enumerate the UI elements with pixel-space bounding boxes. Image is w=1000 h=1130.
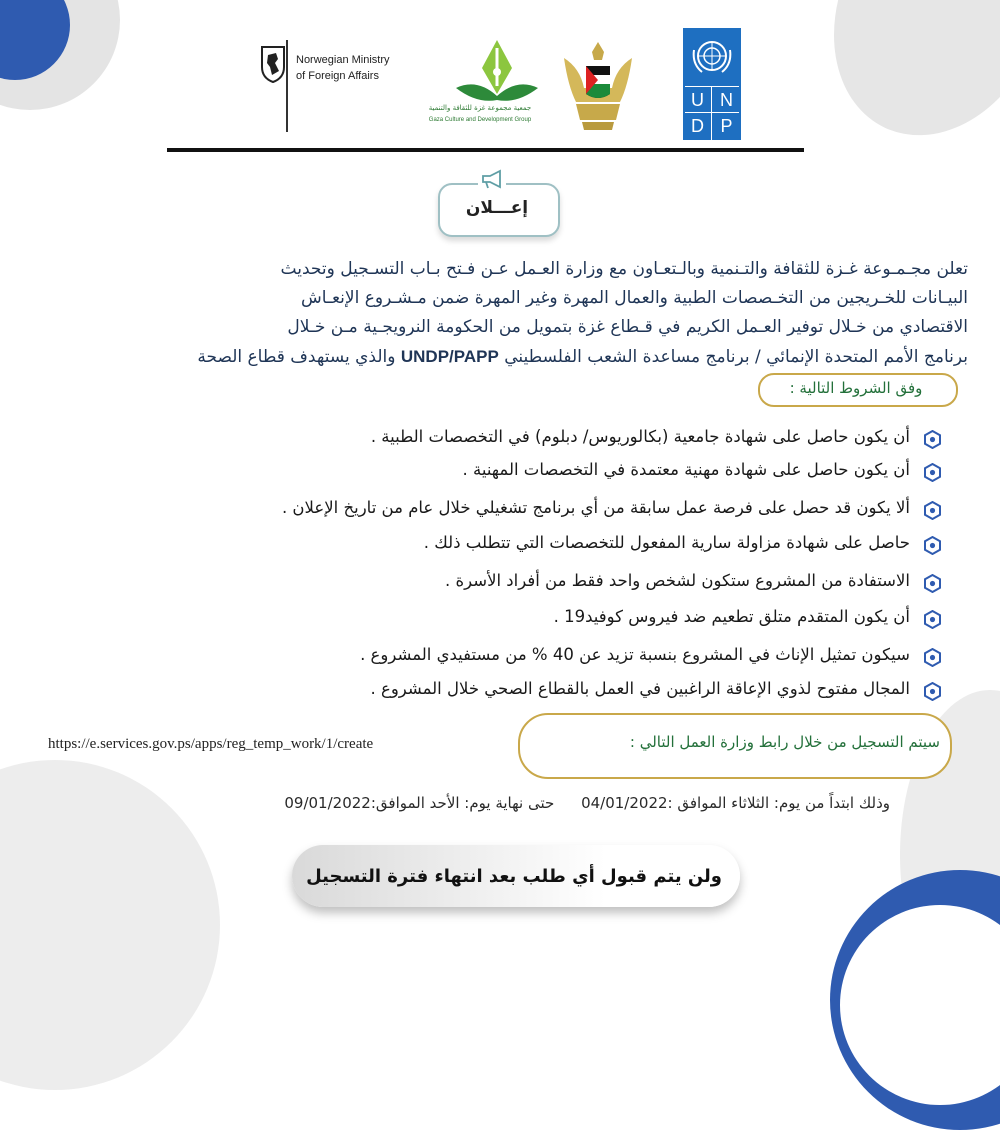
norway-lion-icon — [258, 45, 288, 83]
bullet-icon — [923, 574, 942, 593]
gcdg-pen-leaf-icon — [452, 38, 542, 108]
condition-item: الاستفادة من المشروع ستكون لشخص واحد فقط من أفراد الأسرة . — [445, 571, 910, 590]
gcdg-arabic-name: جمعية مجموعة غزة للثقافة والتنمية — [428, 104, 532, 112]
condition-item: سيكون تمثيل الإناث في المشروع بنسبة تزيد عن 40 % من مستفيدي المشروع . — [360, 645, 910, 664]
undp-letter: U — [691, 90, 704, 110]
condition-item: ألا يكون قد حصل على فرصة عمل سابقة من أي برنامج تشغيلي خلال عام من تاريخ الإعلان . — [281, 498, 910, 517]
palestine-eagle-emblem-icon — [562, 38, 634, 132]
condition-item: حاصل على شهادة مزاولة سارية المفعول للتخصصات التي تتطلب ذلك . — [423, 533, 910, 552]
corner-decoration-top-right — [794, 0, 1000, 170]
megaphone-icon — [478, 168, 506, 190]
undp-logo — [683, 28, 741, 140]
bullet-icon — [923, 648, 942, 667]
bullet-icon — [923, 682, 942, 701]
un-emblem-icon — [692, 36, 732, 76]
gcdg-english-name: Gaza Culture and Development Group — [428, 117, 532, 123]
norway-ministry-logo-text: Norwegian Ministry of Foreign Affairs — [296, 54, 390, 82]
header-divider — [167, 148, 804, 152]
end-date: حتى نهاية يوم: الأحد الموافق:09/01/2022 — [284, 794, 555, 812]
bullet-icon — [923, 430, 942, 449]
registration-link[interactable]: https://e.services.gov.ps/apps/reg_temp_work/1/create — [48, 736, 374, 752]
norway-logo-divider — [286, 40, 288, 132]
bullet-icon — [923, 536, 942, 555]
condition-item: أن يكون المتقدم متلق تطعيم ضد فيروس كوفيد19 . — [553, 607, 910, 626]
condition-item: المجال مفتوح لذوي الإعاقة الراغبين في العمل بالقطاع الصحي خلال المشروع . — [370, 679, 910, 698]
bullet-icon — [923, 610, 942, 629]
announcement-title: إعـــلان — [465, 198, 529, 218]
bullet-icon — [923, 463, 942, 482]
conditions-label: وفق الشروط التالية : — [789, 379, 923, 397]
start-date: وذلك ابتداً من يوم: الثلاثاء الموافق :04/01/2022 — [581, 794, 890, 812]
condition-item: أن يكون حاصل على شهادة جامعية (بكالوريوس/ دبلوم) في التخصصات الطبية . — [370, 427, 910, 446]
bullet-icon — [923, 501, 942, 520]
undp-letter: P — [720, 116, 733, 136]
condition-item: أن يكون حاصل على شهادة مهنية معتمدة في التخصصات المهنية . — [462, 460, 910, 479]
registration-label: سيتم التسجيل من خلال رابط وزارة العمل التالي : — [629, 733, 940, 751]
program-name: UNDP/PAPP — [400, 347, 499, 366]
registration-dates — [150, 794, 890, 812]
undp-letter: N — [720, 90, 733, 110]
intro-paragraph: تعلن مجـمـوعة غـزة للثقافة والتـنمية وبالـتعـاون مع وزارة العـمل عـن فـتح بـاب التسـجيل وتحديث البيـانات للخـريجين من التخـصصات الطبية والعمال المهرة وغير المهرة ضمن مـشـروع الإنعـاش الاقتصادي من خـلال توفير العـمل الكريم في قـطاع غزة بتمويل من الحكومة النرويجـية مـن خـلال برنامج الأمم المتحدة الإنمائي / برنامج مساعدة الشعب الفلسطيني UNDP/PAPP والذي يستهدف قطاع الصحة — [197, 259, 968, 367]
closing-note: ولن يتم قبول أي طلب بعد انتهاء فترة التسجيل — [306, 866, 722, 887]
undp-letter: D — [691, 116, 704, 136]
